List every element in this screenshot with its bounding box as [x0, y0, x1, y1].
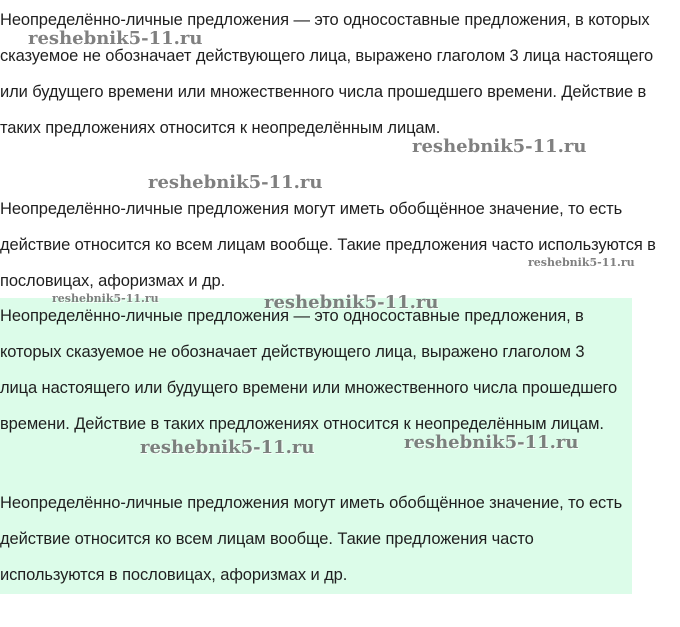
watermark-logo: reshebnik5-11.ru: [404, 432, 579, 453]
watermark-logo: reshebnik5-11.ru: [148, 172, 323, 193]
highlighted-generalized-paragraph: Неопределённо-личные предложения могут иметь обобщённое значение, то есть действие относится ко всем лицам вообще. Такие предложения часто используются в пословицах, афоризмах и др.: [0, 494, 623, 584]
generalized-meaning-paragraph: Неопределённо-личные предложения могут иметь обобщённое значение, то есть действие относится ко всем лицам вообще. Такие предложения часто используются в пословицах, афоризмах и др.: [0, 200, 656, 290]
watermark-logo: reshebnik5-11.ru: [140, 437, 315, 458]
watermark-logo: reshebnik5-11.ru: [528, 256, 635, 269]
watermark-logo: reshebnik5-11.ru: [264, 292, 439, 313]
watermark-logo: reshebnik5-11.ru: [28, 28, 203, 49]
watermark-logo: reshebnik5-11.ru: [412, 136, 587, 157]
highlighted-definition-paragraph: Неопределённо-личные предложения — это односоставные предложения, в которых сказуемое не обозначает действующего лица, выражено глаголом 3 лица настоящего или будущего времени или множественного числа прошедшего времени. Действие в таких предложениях относится к неопределённым лицам.: [0, 307, 618, 433]
watermark-logo: reshebnik5-11.ru: [52, 292, 159, 305]
definition-paragraph: Неопределённо-личные предложения — это односоставные предложения, в которых сказуемое не обозначает действующего лица, выражено глаголом 3 лица настоящего или будущего времени или множественного числа прошедшего времени. Действие в таких предложениях относится к неопределённым лицам.: [0, 11, 654, 137]
